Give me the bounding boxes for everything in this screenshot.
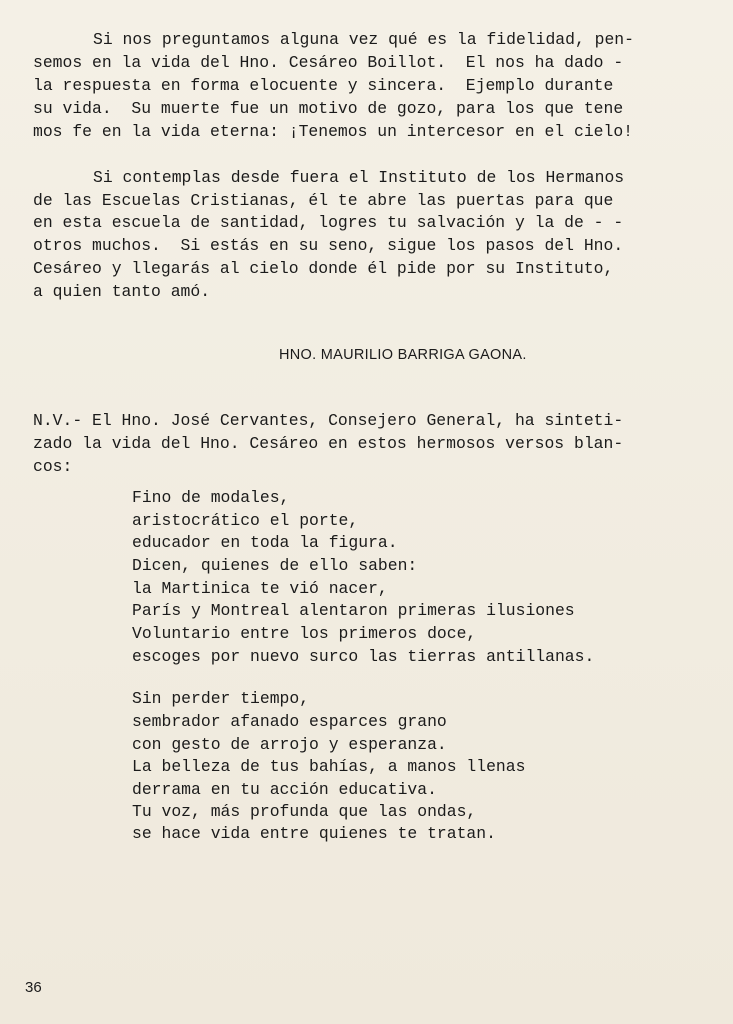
verse-line: sembrador afanado esparces grano (132, 712, 447, 731)
text-line: cos: (33, 457, 73, 476)
text-line: a quien tanto amó. (33, 282, 211, 301)
text-line: de las Escuelas Cristianas, él te abre las puertas para que (33, 191, 614, 210)
page-number: 36 (25, 979, 42, 996)
author-signature: HNO. MAURILIO BARRIGA GAONA. (279, 347, 527, 363)
verse-line: La belleza de tus bahías, a manos llenas (132, 757, 526, 776)
text-line: mos fe en la vida eterna: ¡Tenemos un intercesor en el cielo! (33, 122, 633, 141)
verse-line: se hace vida entre quienes te tratan. (132, 824, 496, 843)
text-line: zado la vida del Hno. Cesáreo en estos hermosos versos blan- (33, 434, 624, 453)
verse-line: París y Montreal alentaron primeras ilusiones (132, 601, 575, 620)
text-line: N.V.- El Hno. José Cervantes, Consejero General, ha sinteti- (33, 411, 624, 430)
verse-line: la Martinica te vió nacer, (132, 579, 388, 598)
verse-line: Dicen, quienes de ello saben: (132, 556, 418, 575)
text-line: otros muchos. Si estás en su seno, sigue los pasos del Hno. (33, 236, 624, 255)
verse-line: con gesto de arrojo y esperanza. (132, 735, 447, 754)
verse-line: educador en toda la figura. (132, 533, 398, 552)
text-line: Cesáreo y llegarás al cielo donde él pide por su Instituto, (33, 259, 614, 278)
text-line: Si nos preguntamos alguna vez qué es la fidelidad, pen- (93, 30, 634, 49)
text-line: en esta escuela de santidad, logres tu salvación y la de - - (33, 213, 624, 232)
verse-line: Fino de modales, (132, 488, 290, 507)
verse-line: Tu voz, más profunda que las ondas, (132, 802, 477, 821)
verse-line: Voluntario entre los primeros doce, (132, 624, 477, 643)
verse-line: derrama en tu acción educativa. (132, 780, 437, 799)
verse-line: aristocrático el porte, (132, 511, 359, 530)
text-line: semos en la vida del Hno. Cesáreo Boillot. El nos ha dado - (33, 53, 624, 72)
verse-line: escoges por nuevo surco las tierras antillanas. (132, 647, 595, 666)
verse-line: Sin perder tiempo, (132, 689, 310, 708)
text-line: Si contemplas desde fuera el Instituto de los Hermanos (93, 168, 625, 187)
text-line: la respuesta en forma elocuente y sincera. Ejemplo durante (33, 76, 614, 95)
text-line: su vida. Su muerte fue un motivo de gozo, para los que tene (33, 99, 624, 118)
